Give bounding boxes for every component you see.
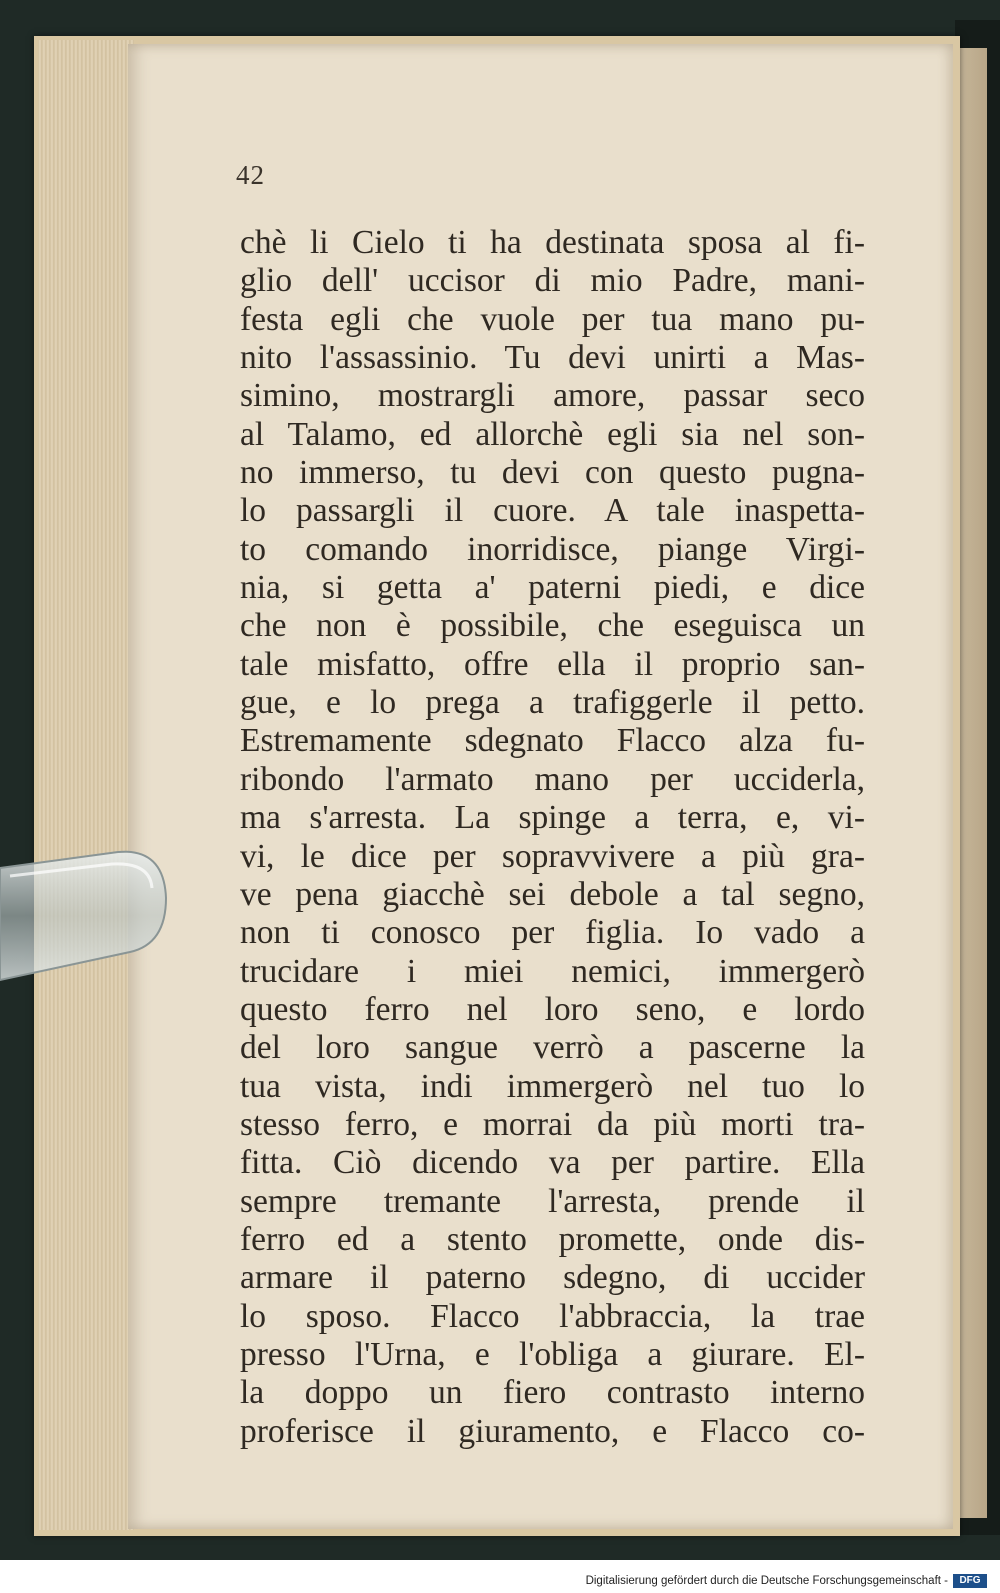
text-line: ma s'arresta. La spinge a terra, e, vi- (240, 799, 865, 837)
text-line: non ti conosco per figlia. Io vado a (240, 914, 865, 952)
text-line: questo ferro nel loro seno, e lordo (240, 990, 865, 1028)
text-line: Estremamente sdegnato Flacco alza fu- (240, 722, 865, 760)
text-line: nia, si getta a' paterni piedi, e dice (240, 569, 865, 607)
text-line: vi, le dice per sopravvivere a più gra- (240, 837, 865, 875)
footer-credit: Digitalisierung gefördert durch die Deutsche Forschungsgemeinschaft - (585, 1575, 948, 1587)
facing-page-edge (957, 48, 987, 1518)
page-number: 42 (236, 160, 265, 190)
text-line: lo passargli il cuore. A tale inaspetta- (240, 492, 865, 530)
text-line: presso l'Urna, e l'obliga a giurare. El- (240, 1335, 865, 1373)
dfg-logo: DFG (953, 1574, 987, 1588)
page-edges (38, 40, 134, 1530)
text-line: to comando inorridisce, piange Virgi- (240, 530, 865, 568)
text-line: la doppo un fiero contrasto interno (240, 1374, 865, 1412)
text-line: che non è possibile, che eseguisca un (240, 607, 865, 645)
text-line: proferisce il giuramento, e Flacco co- (240, 1412, 865, 1450)
text-line: armare il paterno sdegno, di uccider (240, 1259, 865, 1297)
text-line: al Talamo, ed allorchè egli sia nel son- (240, 415, 865, 453)
text-line: ferro ed a stento promette, onde dis- (240, 1220, 865, 1258)
text-line: fitta. Ciò dicendo va per partire. Ella (240, 1144, 865, 1182)
text-line: lo sposo. Flacco l'abbraccia, la trae (240, 1297, 865, 1335)
text-line: gue, e lo prega a trafiggerle il petto. (240, 684, 865, 722)
text-line: glio dell' uccisor di mio Padre, mani- (240, 262, 865, 300)
glass-clip (0, 848, 168, 983)
text-line: ve pena giacchè sei debole a tal segno, (240, 875, 865, 913)
text-line: simino, mostrargli amore, passar seco (240, 377, 865, 415)
text-line: nito l'assassinio. Tu devi unirti a Mas- (240, 339, 865, 377)
text-line: stesso ferro, e morrai da più morti tra- (240, 1105, 865, 1143)
text-line: no immerso, tu devi con questo pugna- (240, 454, 865, 492)
text-line: ribondo l'armato mano per ucciderla, (240, 760, 865, 798)
text-line: tua vista, indi immergerò nel tuo lo (240, 1067, 865, 1105)
text-line: chè li Cielo ti ha destinata sposa al fi- (240, 224, 865, 261)
text-line: trucidare i miei nemici, immergerò (240, 952, 865, 990)
text-line: sempre tremante l'arresta, prende il (240, 1182, 865, 1220)
text-line: tale misfatto, offre ella il proprio san- (240, 645, 865, 683)
text-line: del loro sangue verrò a pascerne la (240, 1029, 865, 1067)
page-text (240, 224, 865, 1451)
text-line: festa egli che vuole per tua mano pu- (240, 300, 865, 338)
